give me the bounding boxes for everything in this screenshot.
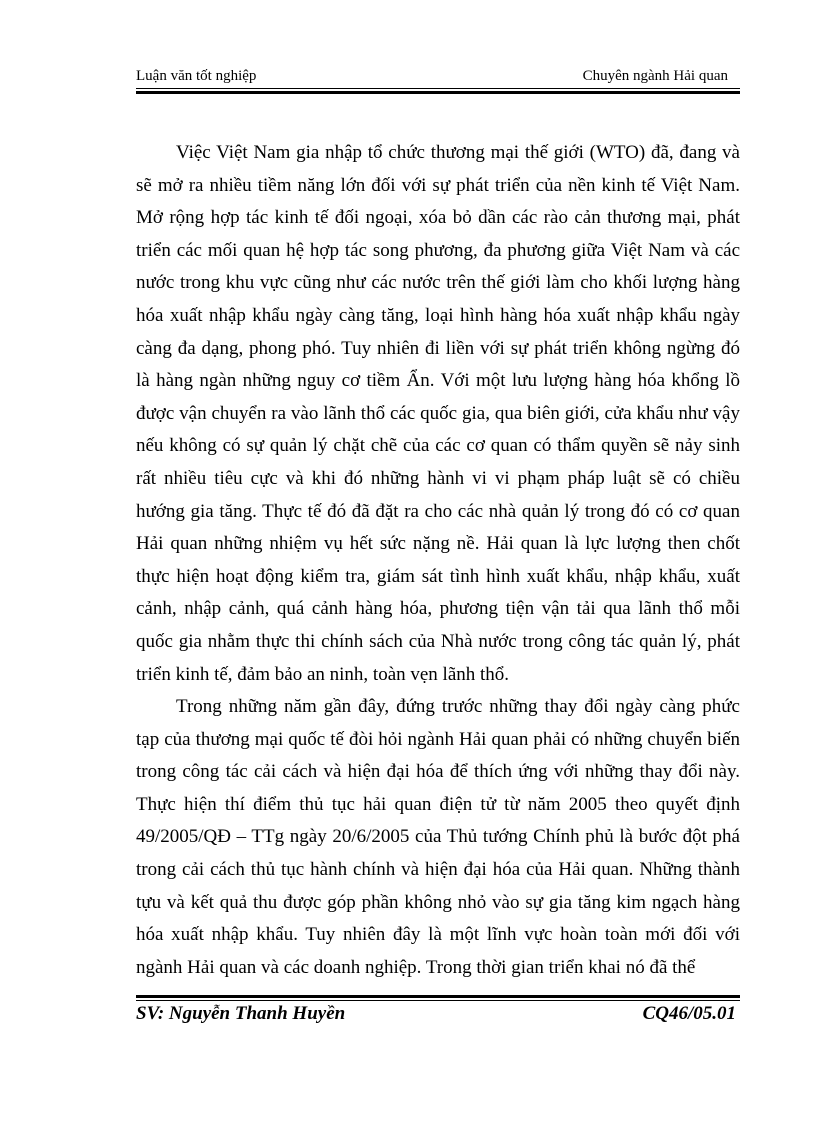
- footer-class-code: CQ46/05.01: [642, 1003, 736, 1024]
- header-document-type: Luận văn tốt nghiệp: [136, 68, 257, 84]
- footer-rule-thick: [136, 995, 740, 998]
- footer-rule-thin: [136, 1000, 740, 1001]
- body-paragraph-2: Trong những năm gần đây, đứng trước những thay đổi ngày càng phức tạp của thương mại quốc tế đòi hỏi ngành Hải quan phải có những chuyển biến trong công tác cải cách và hiện đại hóa để thích ứng với những thay đổi này. Thực hiện thí điểm thủ tục hải quan điện tử từ năm 2005 theo quyết định 49/2005/QĐ – TTg ngày 20/6/2005 của Thủ tướng Chính phủ là bước đột phá trong cải cách thủ tục hành chính và hiện đại hóa của Hải quan. Những thành tựu và kết quả thu được góp phần không nhỏ vào sự gia tăng kim ngạch hàng hóa xuất nhập khẩu. Tuy nhiên đây là một lĩnh vực hoàn toàn mới đối với ngành Hải quan và các doanh nghiệp. Trong thời gian triển khai nó đã thể: [136, 696, 740, 978]
- main-body-text: [136, 137, 740, 984]
- footer-student-name: SV: Nguyễn Thanh Huyền: [136, 1003, 346, 1024]
- header-rule-thin: [136, 88, 740, 89]
- header-major: Chuyên ngành Hải quan: [582, 68, 728, 84]
- body-paragraph-1: Việc Việt Nam gia nhập tổ chức thương mại thế giới (WTO) đã, đang và sẽ mở ra nhiều tiềm năng lớn đối với sự phát triển của nền kinh tế Việt Nam. Mở rộng hợp tác kinh tế đối ngoại, xóa bỏ dần các rào cản thương mại, phát triển các mối quan hệ hợp tác song phương, đa phương giữa Việt Nam và các nước trong khu vực cũng như các nước trên thế giới làm cho khối lượng hàng hóa xuất nhập khẩu ngày càng tăng, loại hình hàng hóa xuất nhập khẩu ngày càng đa dạng, phong phó. Tuy nhiên đi liền với sự phát triển không ngừng đó là hàng ngàn những nguy cơ tiềm Ẩn. Với một lưu lượng hàng hóa khổng lồ được vận chuyển ra vào lãnh thổ các quốc gia, qua biên giới, cửa khẩu như vậy nếu không có sự quản lý chặt chẽ của các cơ quan có thẩm quyền sẽ nảy sinh rất nhiều tiêu cực và khi đó những hành vi vi phạm pháp luật sẽ có chiều hướng gia tăng. Thực tế đó đã đặt ra cho các nhà quản lý trong đó có cơ quan Hải quan những nhiệm vụ hết sức nặng nề. Hải quan là lực lượng then chốt thực hiện hoạt động kiểm tra, giám sát tình hình xuất khẩu, nhập khẩu, xuất cảnh, nhập cảnh, quá cảnh hàng hóa, phương tiện vận tải qua lãnh thổ mỗi quốc gia nhằm thực thi chính sách của Nhà nước trong công tác quản lý, phát triển kinh tế, đảm bảo an ninh, toàn vẹn lãnh thổ.: [136, 142, 740, 685]
- header-rule-thick: [136, 91, 740, 94]
- page-header: [136, 64, 740, 86]
- page-footer: [136, 1003, 740, 1029]
